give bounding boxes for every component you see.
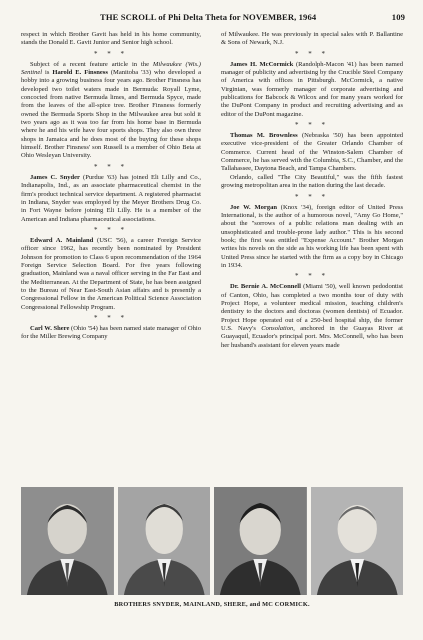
separator: * * * [94, 162, 128, 171]
running-title: THE SCROLL of Phi Delta Theta for NOVEMBER, 1964 [100, 12, 317, 22]
paragraph-gavit: respect in which Brother Gavit has held in his home community, stands the Donald E. Gavit Junior and Senior high school. [21, 31, 201, 47]
newspaper-name: Milwaukee (Wis.) Sentinel [21, 60, 201, 77]
person-name: James C. Snyder [30, 173, 80, 181]
photo-caption: BROTHERS SNYDER, MAINLAND, SHERE, and MC CORMICK. [114, 601, 310, 608]
portrait-photo-mainland [118, 487, 211, 595]
paragraph-mccormick: James H. McCormick (Randolph-Macon '41) has been named manager of publicity and advertising by the Crucible Steel Company of America with offices in Pittsburgh. McCormick, a native Virginian, was formerly manager of corporate advertising and publications for Babcock & Wilcox and for many years worked for the DuPont Company in product and recruiting advertising and as editor of the DuPont magazine. [221, 60, 403, 118]
paragraph-mcconnell: Dr. Bernie A. McConnell (Miami '50), well known pedodontist of Canton, Ohio, has completed a two months tour of duty with Project Hope, a volunteer medical mission, teaching children's dentistry to the doctors and doctoras (women dentists) of Ecuador. Project Hope operated out of a 250-bed hospital ship, the former U.S. Navy's Consolation, anchored in the Guayas River at Guayaquil, Ecuador's principal port. Mrs. McConnell, who has been her husband's assistant for eleven years made [221, 283, 404, 349]
person-name: James H. McCormick [230, 60, 294, 68]
paragraph-brownless: Thomas M. Brownless (Nebraska '50) has been appointed executive vice-president of the Greater Orlando Chamber of Commerce. Current head of the Winston-Salem Chamber of Commerce, he has served with the Columbia, S.C., Chamber, and the Tallahassee, Daytona Beach, and Tampa Chambers. [221, 132, 403, 173]
portrait-photo-snyder [21, 487, 114, 595]
portrait-photo-shere [214, 487, 307, 595]
paragraph-shere-cont: of Milwaukee. He was previously in special sales with P. Ballantine & Sons of Newark, N.J. [221, 31, 403, 47]
person-name: Harold E. Finsness [52, 69, 108, 77]
right-column [221, 31, 403, 350]
running-header [20, 12, 405, 26]
separator: * * * [94, 49, 128, 58]
separator: * * * [295, 49, 329, 58]
paragraph-snyder: James C. Snyder (Purdue '63) has joined Eli Lilly and Co., Indianapolis, Ind., as an associate pharmaceutical chemist in the firm's product technical service department. A registered pharmacist in Indiana, Snyder was employed by the Meyer Brothers Drug Co. in Fort Wayne before joining Eli Lilly. He is a member of the American and Indiana pharmaceutical associations. [21, 173, 201, 223]
portrait-row [21, 487, 403, 595]
person-name: Carl W. Shere [30, 324, 70, 332]
person-name: Edward A. Mainland [30, 236, 94, 244]
paragraph-finsness: Subject of a recent feature article in the Milwaukee (Wis.) Sentinel is Harold E. Finsness (Manitoba '33) who developed a hobby into a growing business four years ago. Brother Finsness has developed two toilet waters made in Bermuda: Royall Lyme, concocted from native Bermuda limes, and Bermuda Spyce, made from the leaves of the all-spice tree. Brother Finsness formerly owned the Bermuda Sports Shop in the Milwaukee area but sold it two years ago as it was too far from his home base in Bermuda where he and his wife have four sports shops. They also own three shops in Jamaica and he does most of the buying for these shops himself. Brother Finsness' son Russell is a member of Ohio Beta at Ohio Wesleyan University. [21, 60, 201, 160]
ship-name: Consolation [261, 324, 294, 332]
separator: * * * [295, 192, 329, 201]
separator: * * * [94, 313, 128, 322]
page-number: 109 [391, 12, 405, 22]
separator: * * * [295, 121, 329, 130]
separator: * * * [94, 225, 128, 234]
separator: * * * [295, 272, 329, 281]
person-name: Dr. Bernie A. McConnell [230, 283, 301, 291]
paragraph-mainland: Edward A. Mainland (USC '56), a career Foreign Service officer since 1962, has recently been nominated by President Johnson for promotion to Class 6 upon recommendation of the 1964 Foreign Service Selection Board. For five years following graduation, Mainland was a naval officer serving in the Far East and the Mediterranean. At the Department of State, he has been assigned to the Bureau of Near East-South Asian affairs and is presently a Congressional Fellow in the American Political Science Association Congressional Fellowship Program. [21, 236, 201, 311]
portrait-photo-mccormick [311, 487, 404, 595]
paragraph-orlando: Orlando, called "The City Beautiful," was the fifth fastest growing metropolitan area in the nation during the last decade. [221, 173, 403, 190]
left-column [21, 31, 201, 342]
person-name: Thomas M. Brownless [230, 132, 298, 140]
paragraph-morgan: Joe W. Morgan (Knox '34), foreign editor of United Press International, is the author of a humorous novel, "Amy Go Home," about the "sorrows of a public relations man dealing with an unsophisticated and trouble-prone lady author." This is his second book; the first was entitled "Expense Account." Brother Morgan writes his novels on the side as his working life has been spent with United Press since he started with the firm as a copy boy in Chicago in 1934. [221, 203, 403, 269]
paragraph-shere: Carl W. Shere (Ohio '54) has been named state manager of Ohio for the Miller Brewing Company [21, 324, 201, 341]
person-name: Joe W. Morgan [230, 203, 278, 211]
